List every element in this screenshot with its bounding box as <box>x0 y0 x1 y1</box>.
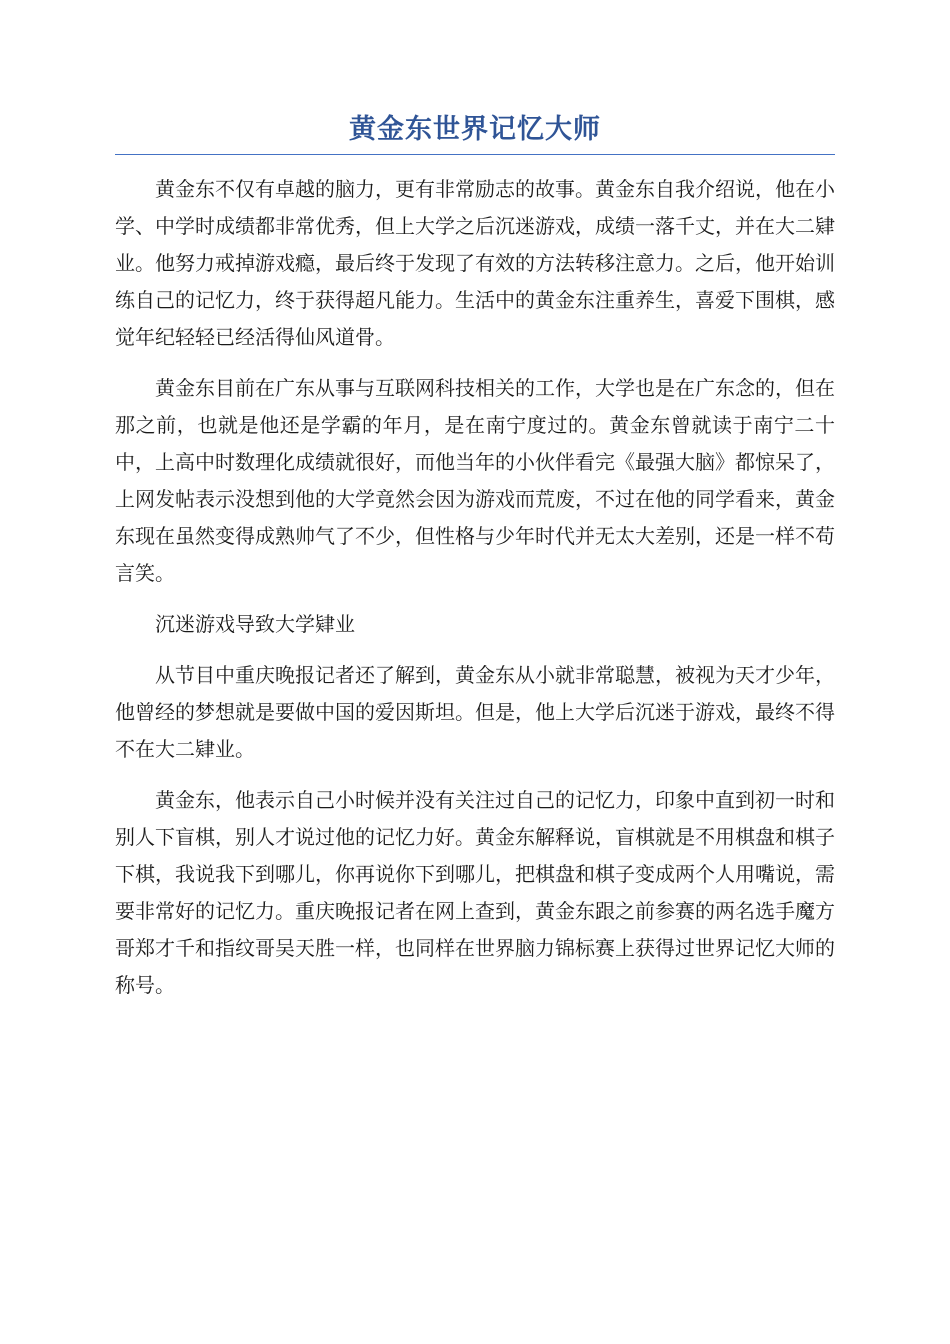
paragraph-1: 黄金东不仅有卓越的脑力，更有非常励志的故事。黄金东自我介绍说，他在小学、中学时成绩都非常优秀，但上大学之后沉迷游戏，成绩一落千丈，并在大二肄业。他努力戒掉游戏瘾，最后终于发现了有效的方法转移注意力。之后，他开始训练自己的记忆力，终于获得超凡能力。生活中的黄金东注重养生，喜爱下围棋，感觉年纪轻轻已经活得仙风道骨。 <box>115 177 835 349</box>
document-page <box>115 110 835 1018</box>
paragraph-2: 黄金东目前在广东从事与互联网科技相关的工作，大学也是在广东念的，但在那之前，也就是他还是学霸的年月，是在南宁度过的。黄金东曾就读于南宁二十中，上高中时数理化成绩就很好，而他当年的小伙伴看完《最强大脑》都惊呆了，上网发帖表示没想到他的大学竟然会因为游戏而荒废，不过在他的同学看来，黄金东现在虽然变得成熟帅气了不少，但性格与少年时代并无太大差别，还是一样不苟言笑。 <box>115 376 835 585</box>
paragraph-3: 从节目中重庆晚报记者还了解到，黄金东从小就非常聪慧，被视为天才少年，他曾经的梦想就是要做中国的爱因斯坦。但是，他上大学后沉迷于游戏，最终不得不在大二肄业。 <box>115 663 835 761</box>
paragraph-4: 黄金东，他表示自己小时候并没有关注过自己的记忆力，印象中直到初一时和别人下盲棋，别人才说过他的记忆力好。黄金东解释说，盲棋就是不用棋盘和棋子下棋，我说我下到哪儿，你再说你下到哪儿，把棋盘和棋子变成两个人用嘴说，需要非常好的记忆力。重庆晚报记者在网上查到，黄金东跟之前参赛的两名选手魔方哥郑才千和指纹哥吴天胜一样，也同样在世界脑力锦标赛上获得过世界记忆大师的称号。 <box>115 788 835 997</box>
section-heading: 沉迷游戏导致大学肄业 <box>155 612 355 636</box>
document-title: 黄金东世界记忆大师 <box>115 110 835 155</box>
document-body <box>115 171 835 1004</box>
